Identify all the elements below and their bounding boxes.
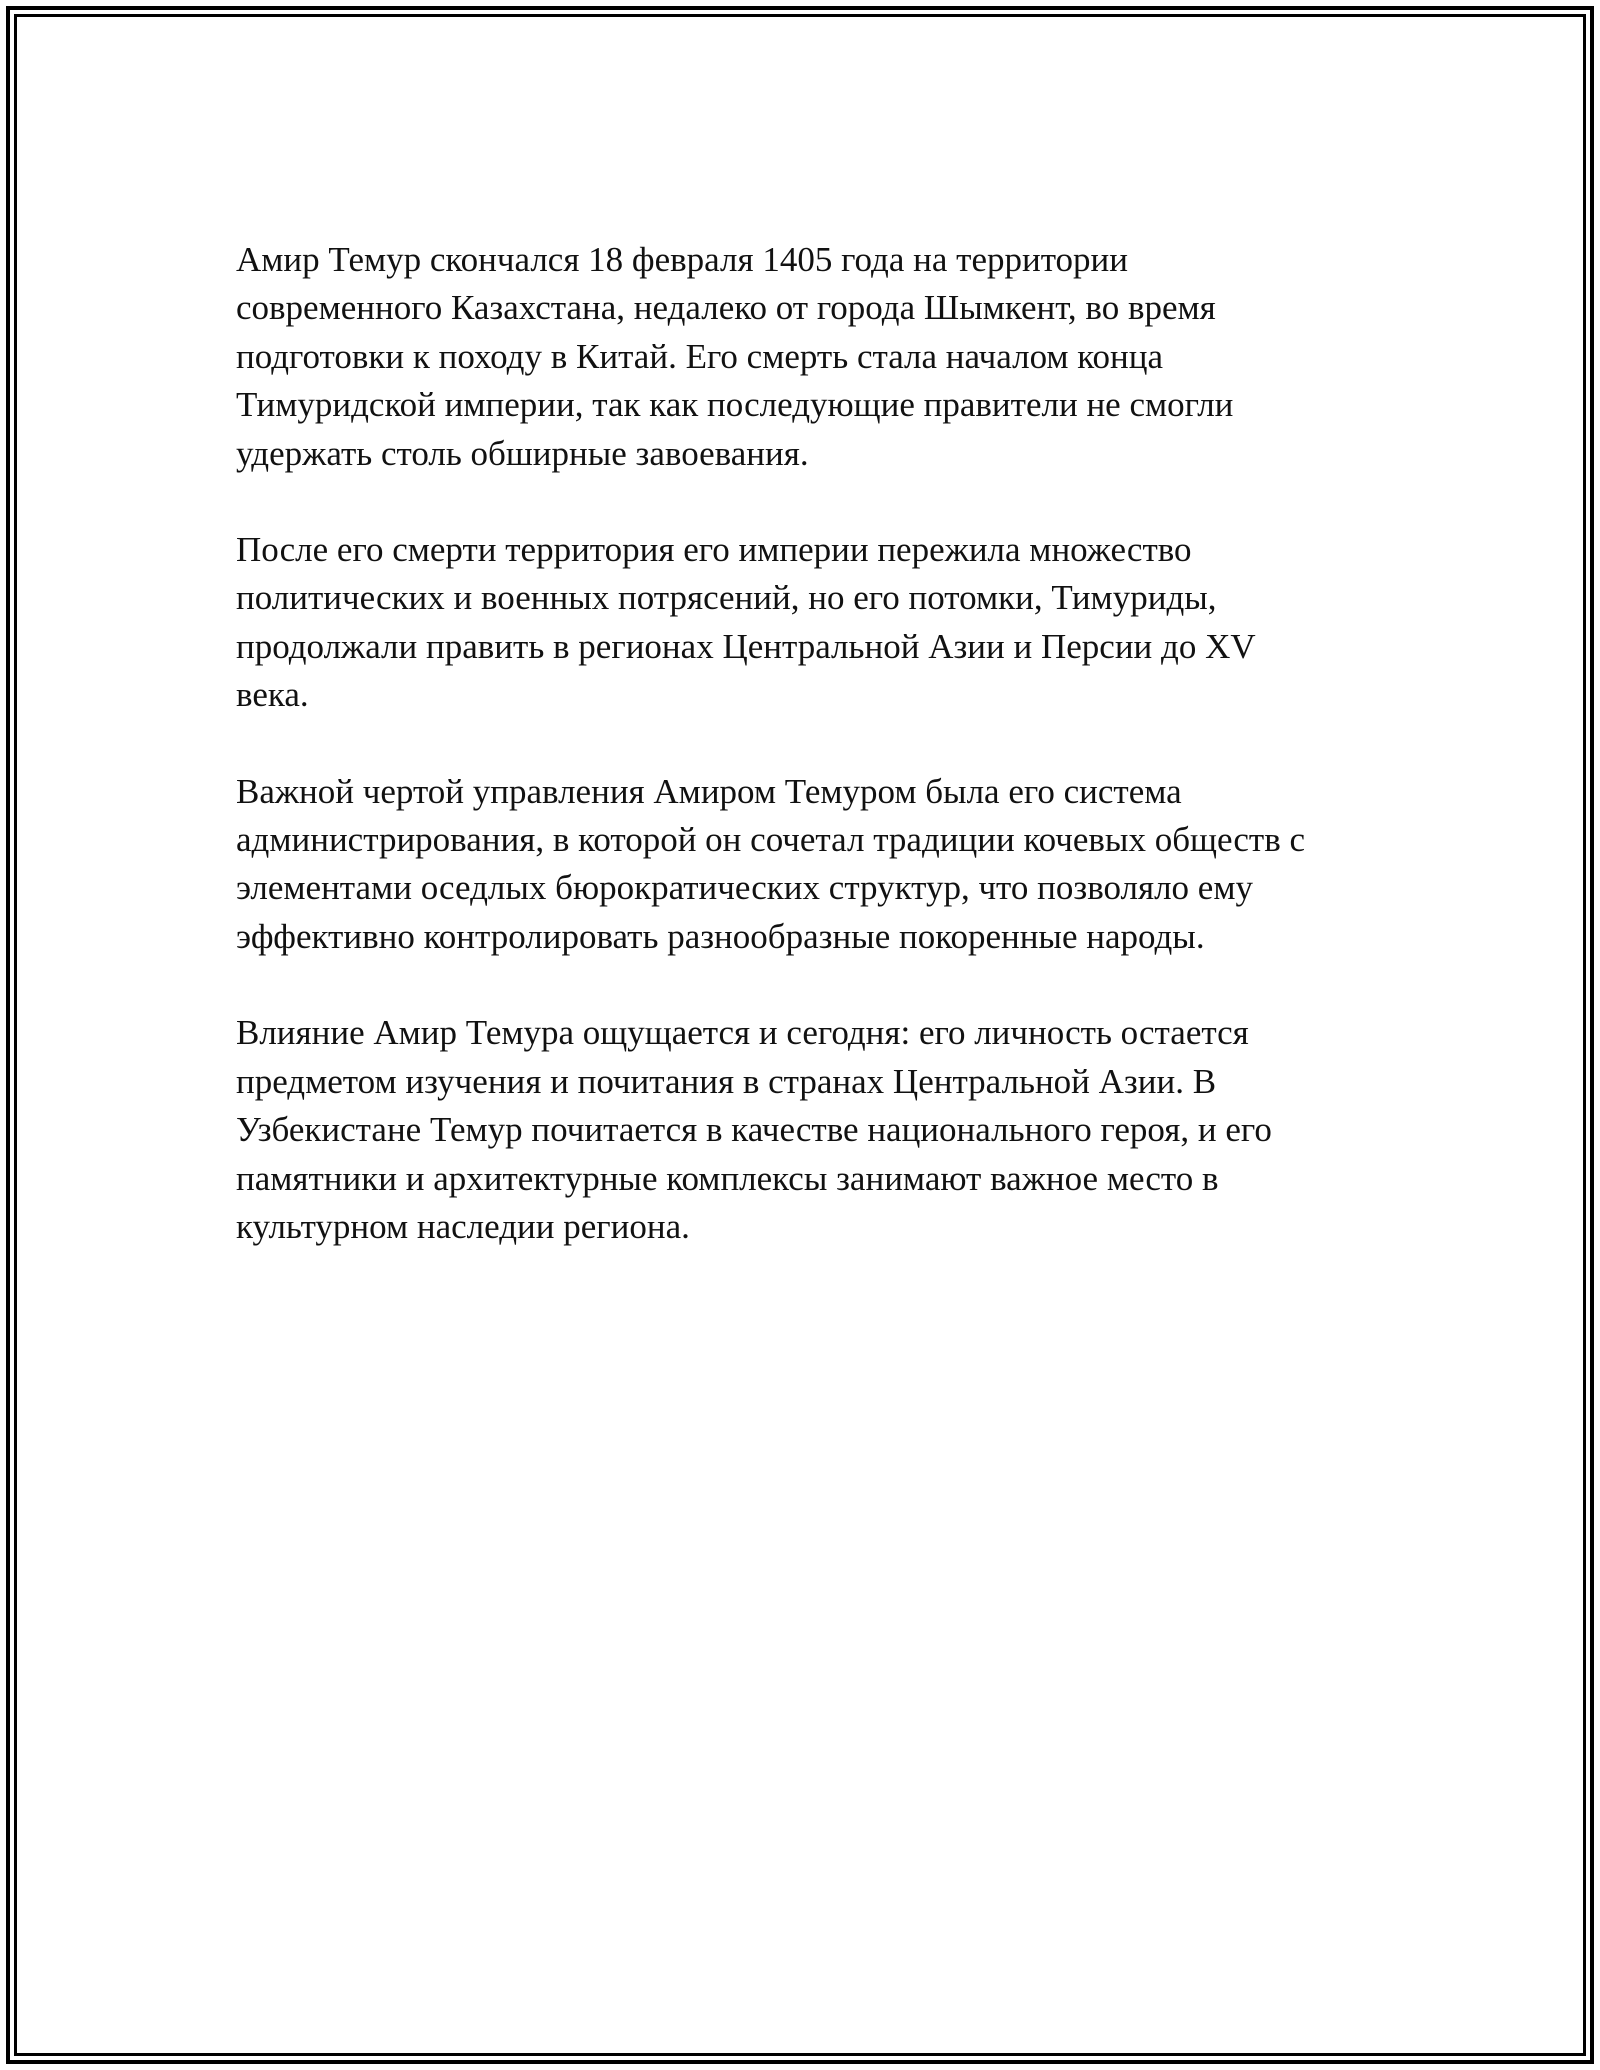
paragraph-3: Важной чертой управления Амиром Темуром была его система администрирования, в которой он сочетал традиции кочевых обществ с элементами оседлых бюрократических структур, что позволяло ему эффективно контролировать разнообразные покоренные народы. [236,771,1306,956]
document-body [236,236,1386,1299]
paragraph-1: Амир Темур скончался 18 февраля 1405 года на территории современного Казахстана, недалеко от города Шымкент, во время подготовки к походу в Китай. Его смерть стала началом конца Тимуридской империи, так как последующие правители не смогли удержать столь обширные завоевания. [236,240,1234,473]
paragraph-4: Влияние Амир Темура ощущается и сегодня: его личность остается предметом изучения и почитания в странах Центральной Азии. В Узбекистане Темур почитается в качестве национального героя, и его памятники и архитектурные комплексы занимают важное место в культурном наследии региона. [236,1013,1272,1246]
paragraph-2: После его смерти территория его империи пережила множество политических и военных потрясений, но его потомки, Тимуриды, продолжали править в регионах Центральной Азии и Персии до XV века. [236,530,1256,715]
